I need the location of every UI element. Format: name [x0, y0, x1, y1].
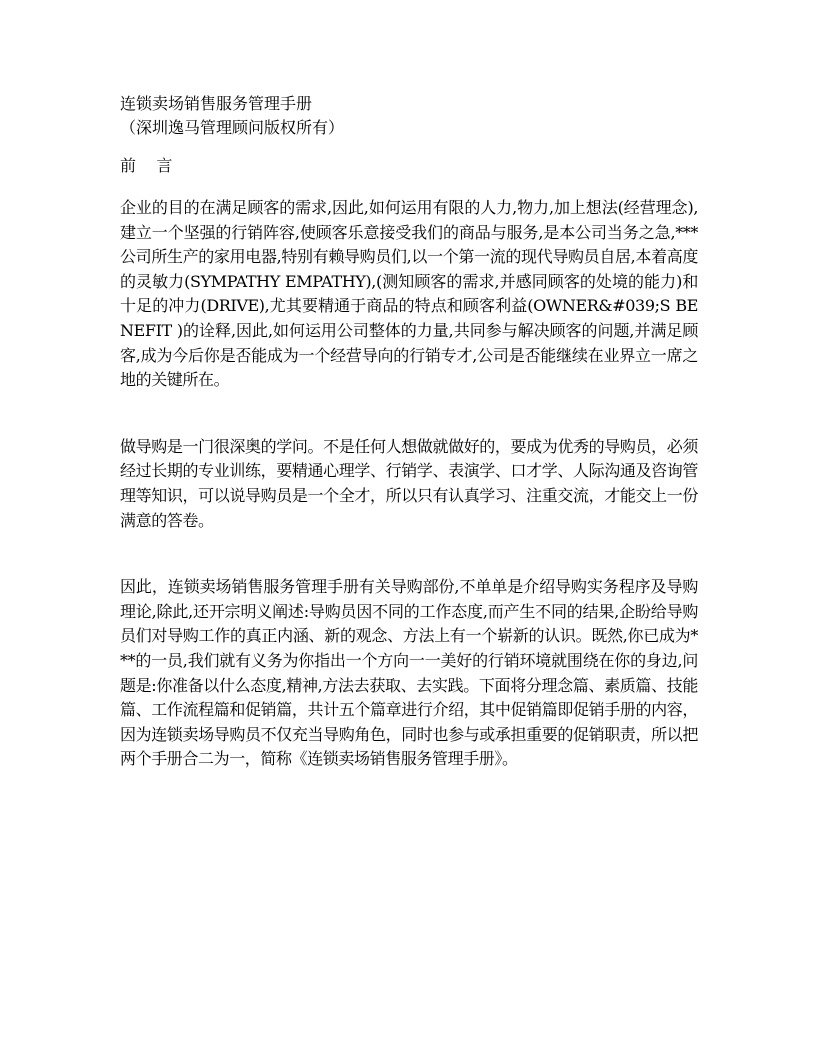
paragraph-3: 因此，连锁卖场销售服务管理手册有关导购部份,不单单是介绍导购实务程序及导购理论,除此,还开宗明义阐述:导购员因不同的工作态度,而产生不同的结果,企盼给导购员们对导购工作的真正内涵、新的观念、方法上有一个崭新的认识。既然,你已成为***的一员,我们就有义务为你指出一个方向一一美好的行销环境就围绕在你的身边,问题是:你准备以什么态度,精神,方法去获取、去实践。下面将分理念篇、素质篇、技能篇、工作流程篇和促销篇，共计五个篇章进行介绍，其中促销篇即促销手册的内容，因为连锁卖场导购员不仅充当导购角色，同时也参与或承担重要的促销职责，所以把两个手册合二为一，简称《连锁卖场销售服务管理手册》。 — [120, 577, 698, 769]
document-title: 连锁卖场销售服务管理手册 — [120, 94, 313, 113]
document-body — [120, 92, 698, 772]
document-subtitle: （深圳逸马管理顾问版权所有） — [120, 118, 345, 137]
preface-heading: 前 言 — [120, 156, 173, 175]
paragraph-1: 企业的目的在满足顾客的需求,因此,如何运用有限的人力,物力,加上想法(经营理念),建立一个坚强的行销阵容,使顾客乐意接受我们的商品与服务,是本公司当务之急,***公司所生产的家用电器,特别有赖导购员们,以一个第一流的现代导购员自居,本着高度的灵敏力(SYMPATHY EMPATHY),(测知顾客的需求,并感同顾客的处境的能力)和十足的冲力(DRIVE),尤其要精通于商品的特点和顾客利益(OWNER&#039;S BENEFIT )的诠释,因此,如何运用公司整体的力量,共同参与解决顾客的问题,并满足顾客,成为今后你是否能成为一个经营导向的行销专才,公司是否能继续在业界立一席之地的关键所在。 — [120, 198, 698, 390]
paragraph-2: 做导购是一门很深奥的学问。不是任何人想做就做好的，要成为优秀的导购员，必须经过长期的专业训练，要精通心理学、行销学、表演学、口才学、人际沟通及咨询管理等知识，可以说导购员是一个全才，所以只有认真学习、注重交流，才能交上一份满意的答卷。 — [120, 436, 698, 530]
